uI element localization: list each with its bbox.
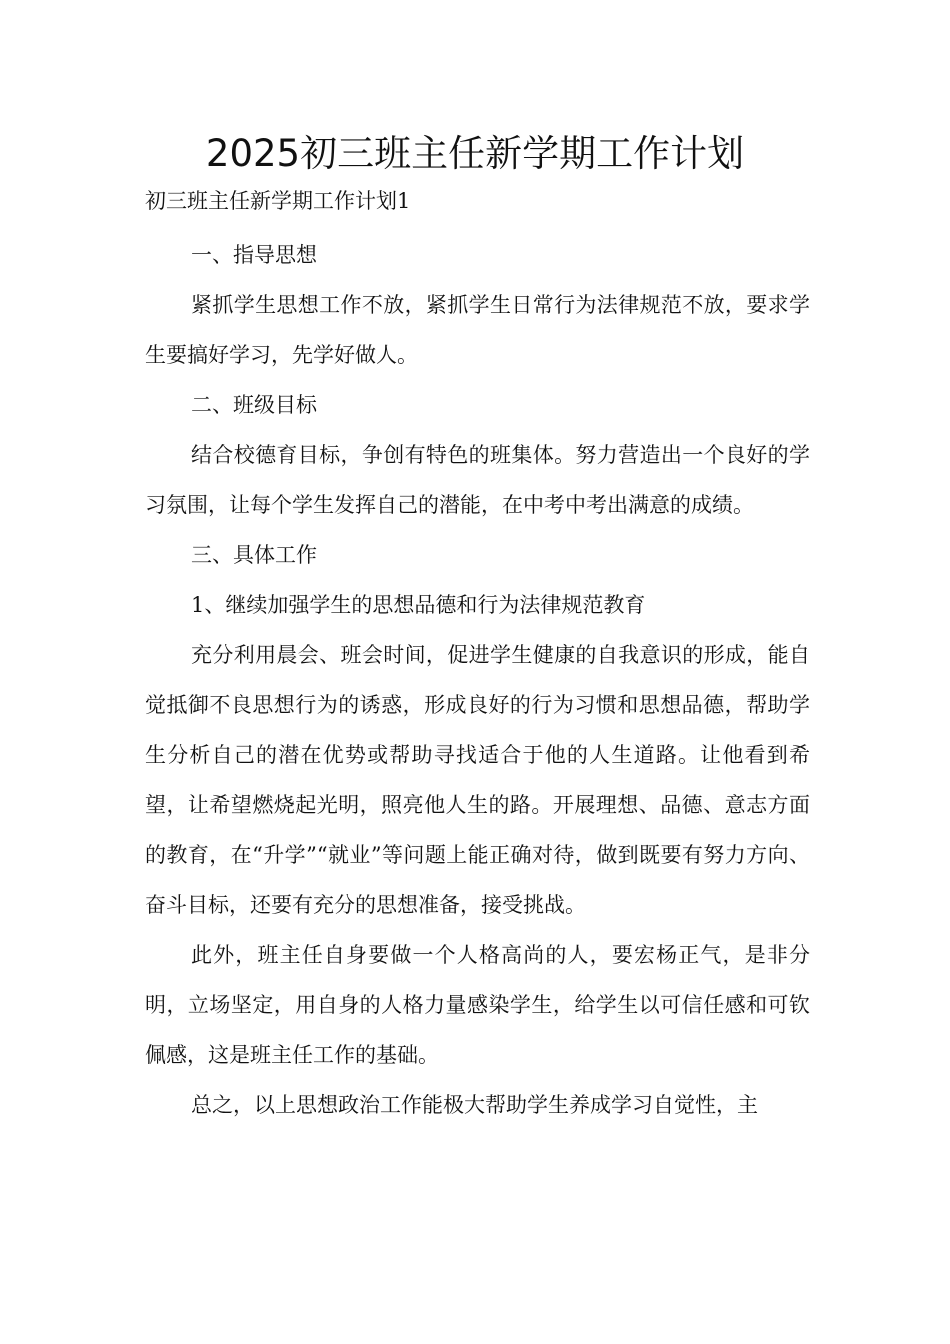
document-subtitle: 初三班主任新学期工作计划1 — [145, 189, 411, 213]
document-title: 2025初三班主任新学期工作计划 — [205, 132, 745, 175]
paragraph: 总之，以上思想政治工作能极大帮助学生养成学习自觉性，主 — [191, 1093, 758, 1117]
section-heading-guiding-ideology: 一、指导思想 — [191, 243, 317, 267]
paragraph: 充分利用晨会、班会时间，促进学生健康的自我意识的形成，能自觉抵御不良思想行为的诱惑，形成良好的行为习惯和思想品德，帮助学生分析自己的潜在优势或帮助寻找适合于他的人生道路。让他看到希望，让希望燃烧起光明，照亮他人生的路。开展理想、品德、意志方面的教育，在“升学”“就业”等问题上能正确对待，做到既要有努力方向、奋斗目标，还要有充分的思想准备，接受挑战。 — [145, 643, 810, 917]
paragraph: 此外，班主任自身要做一个人格高尚的人，要宏杨正气，是非分明，立场坚定，用自身的人格力量感染学生，给学生以可信任感和可钦佩感，这是班主任工作的基础。 — [145, 943, 810, 1067]
section-heading-specific-work: 三、具体工作 — [191, 543, 317, 567]
paragraph: 紧抓学生思想工作不放，紧抓学生日常行为法律规范不放，要求学生要搞好学习，先学好做人。 — [145, 293, 810, 367]
document-body — [145, 230, 810, 1130]
subsection-heading: 1、继续加强学生的思想品德和行为法律规范教育 — [191, 593, 646, 617]
paragraph: 结合校德育目标，争创有特色的班集体。努力营造出一个良好的学习氛围，让每个学生发挥自己的潜能，在中考中考出满意的成绩。 — [145, 443, 810, 517]
section-heading-class-goals: 二、班级目标 — [191, 393, 317, 417]
